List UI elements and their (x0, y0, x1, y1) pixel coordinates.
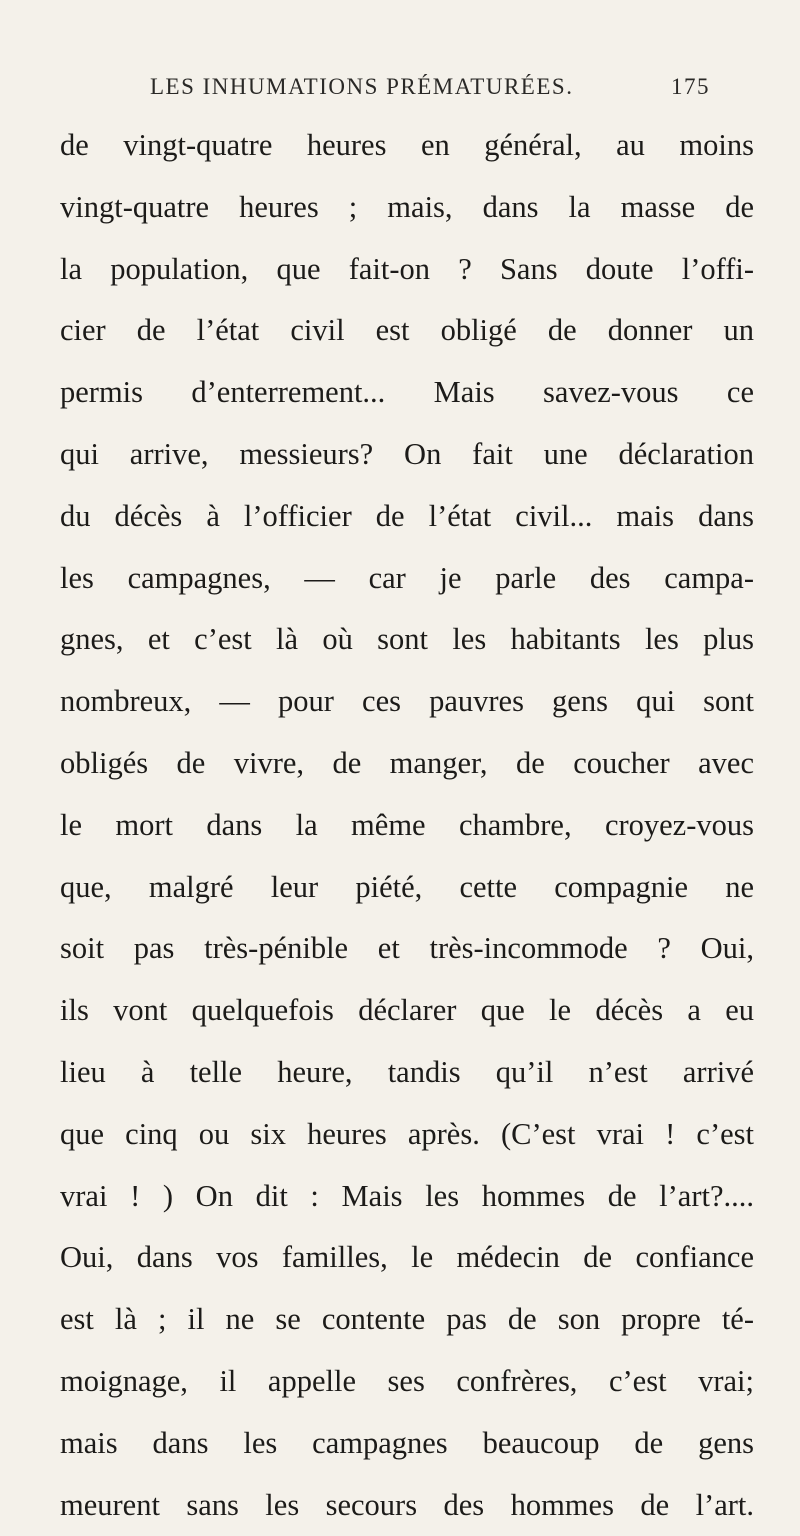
text-line: vrai ! ) On dit : Mais les hommes de l’art?.... (60, 1178, 754, 1213)
text-line: lieu à telle heure, tandis qu’il n’est arrivé (60, 1054, 754, 1089)
text-line: la population, que fait-on ? Sans doute l’offi- (60, 251, 754, 286)
text-line: gnes, et c’est là où sont les habitants les plus (60, 622, 754, 657)
body-text (60, 115, 754, 1536)
text-line: Oui, dans vos familles, le médecin de confiance (60, 1240, 754, 1275)
text-line: vingt-quatre heures ; mais, dans la masse de (60, 189, 754, 224)
text-line: le mort dans la même chambre, croyez-vous (60, 807, 754, 842)
running-title: LES INHUMATIONS PRÉMATURÉES. (150, 74, 574, 99)
text-line: nombreux, — pour ces pauvres gens qui sont (60, 684, 754, 719)
text-line: soit pas très-pénible et très-incommode ? Oui, (60, 931, 754, 966)
text-line: de vingt-quatre heures en général, au moins (60, 128, 754, 162)
text-line: est là ; il ne se contente pas de son propre té- (60, 1302, 754, 1337)
text-line: les campagnes, — car je parle des campa- (60, 560, 754, 595)
text-line: que, malgré leur piété, cette compagnie ne (60, 869, 754, 904)
text-line: obligés de vivre, de manger, de coucher avec (60, 745, 754, 780)
text-line: permis d’enterrement... Mais savez-vous ce (60, 375, 754, 410)
text-line: mais dans les campagnes beaucoup de gens (60, 1425, 754, 1460)
text-line: meurent sans les secours des hommes de l’art. (60, 1487, 754, 1522)
text-line: cier de l’état civil est obligé de donner un (60, 313, 754, 348)
text-line: ils vont quelquefois déclarer que le décès a eu (60, 993, 754, 1028)
text-line: moignage, il appelle ses confrères, c’est vrai; (60, 1363, 754, 1398)
page-number: 175 (671, 74, 710, 99)
text-line: que cinq ou six heures après. (C’est vrai ! c’est (60, 1116, 754, 1151)
text-line: qui arrive, messieurs? On fait une déclaration (60, 436, 754, 471)
text-line: du décès à l’officier de l’état civil... mais dans (60, 498, 754, 533)
